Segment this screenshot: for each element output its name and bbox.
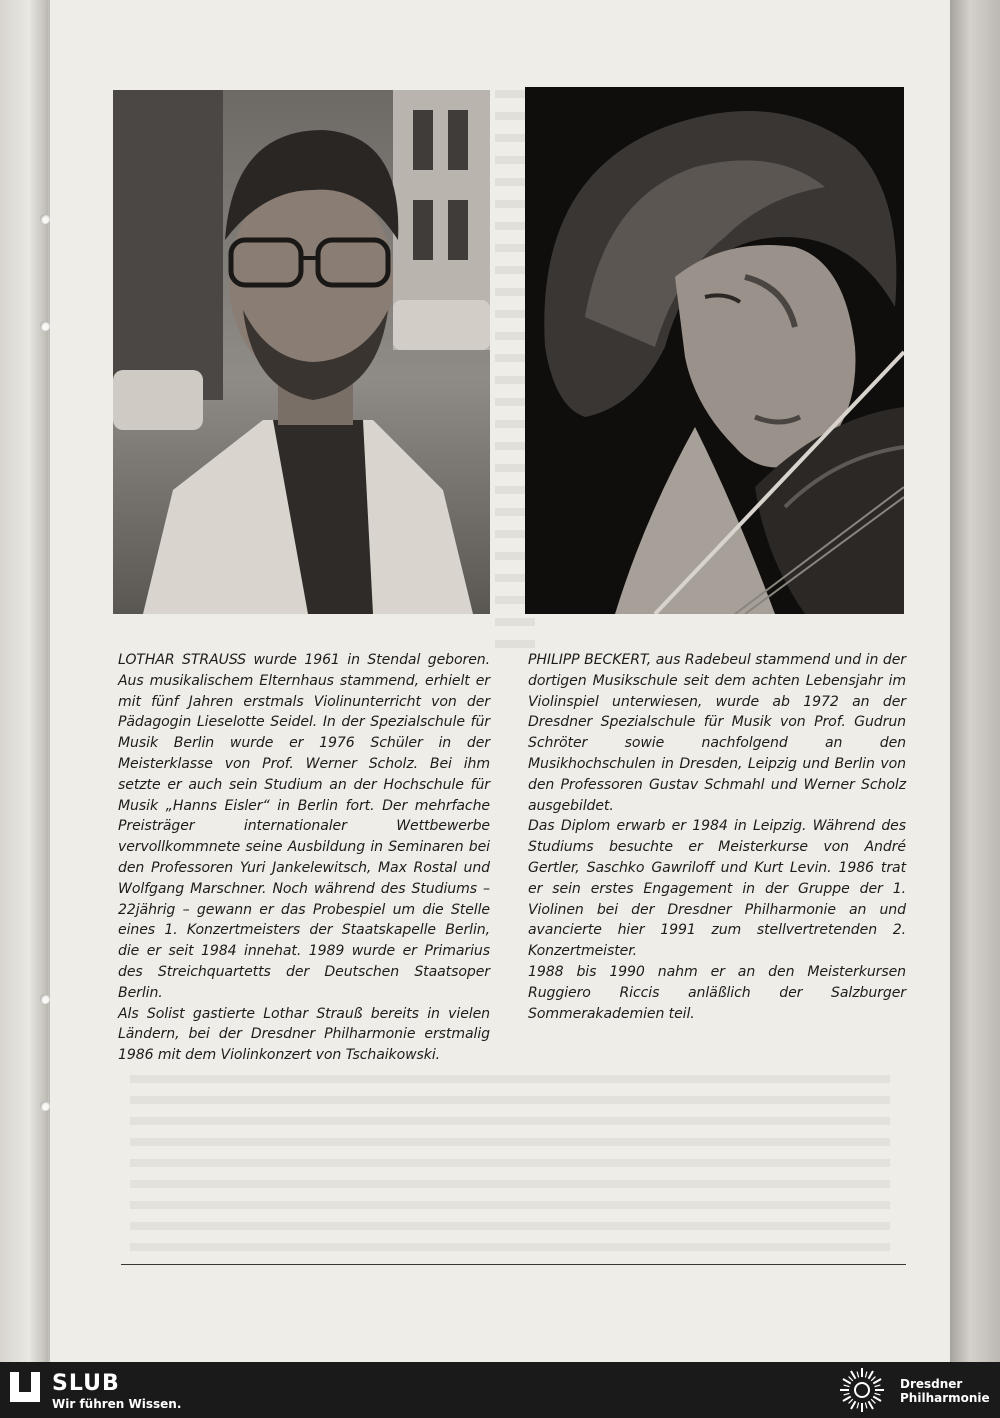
library-name[interactable]: SLUB bbox=[52, 1371, 120, 1396]
right-page-edge bbox=[950, 0, 1000, 1362]
bio-paragraph: PHILIPP BECKERT, aus Radebeul stammend und in der dortigen Musikschule seit dem achten Lebensjahr im Violinspiel unterwiesen, wurde ab 1972 an der Dresdner Spezialschule für Musik von Prof. Gudrun Schröter sowie nachfolgend an den Musikhochschulen in Dresden, Leipzig und Berlin von den Professoren Gustav Schmahl und Werner Scholz ausgebildet. bbox=[528, 652, 906, 814]
binding-hole bbox=[40, 1101, 50, 1111]
horizontal-rule bbox=[121, 1264, 906, 1265]
orchestra-name-line1: Dresdner bbox=[900, 1377, 963, 1391]
orchestra-name-line2: Philharmonie bbox=[900, 1391, 990, 1405]
portrait-photo-philipp-beckert bbox=[525, 87, 904, 614]
binding-hole bbox=[40, 994, 50, 1004]
bio-paragraph: LOTHAR STRAUSS wurde 1961 in Stendal geboren. Aus musikalischem Elternhaus stammend, erhielt er mit fünf Jahren erstmals Violinunterricht von der Pädagogin Lieselotte Seidel. In der Spezialschule für Musik Berlin wurde er 1976 Schüler in der Meisterklasse von Prof. Werner Scholz. Bei ihm setzte er auch sein Studium an der Hochschule für Musik „Hanns Eisler“ in Berlin fort. Der mehrfache Preisträger internationaler Wettbewerbe vervollkommnete seine Ausbildung in Seminaren bei den Professoren Yuri Jankelewitsch, Max Rostal und Wolfgang Marschner. Noch während des Studiums – 22jährig – gewann er das Probespiel um die Stelle eines 1. Konzertmeisters der Staatskapelle Berlin, die er seit 1984 innehat. 1989 wurde er Primarius des Streichquartetts der Deutschen Staatsoper Berlin. bbox=[118, 652, 490, 1001]
library-tagline: Wir führen Wissen. bbox=[52, 1397, 182, 1411]
binding-hole bbox=[40, 321, 50, 331]
bleed-through-texture bbox=[130, 1075, 890, 1255]
left-page-edge bbox=[0, 0, 48, 1362]
orchestra-name[interactable] bbox=[900, 1377, 996, 1405]
orchestra-logo-icon[interactable] bbox=[838, 1366, 886, 1414]
footer-bar bbox=[0, 1362, 1000, 1418]
biography-philipp-beckert bbox=[528, 650, 906, 1024]
bio-paragraph: 1988 bis 1990 nahm er an den Meisterkursen Ruggiero Riccis anläßlich der Salzburger Sommerakademien teil. bbox=[528, 963, 906, 1022]
bio-paragraph: Das Diplom erwarb er 1984 in Leipzig. Während des Studiums besuchte er Meisterkurse von André Gertler, Saschko Gawriloff und Kurt Levin. 1986 trat er sein erstes Engagement in der Gruppe der 1. Violinen bei der Dresdner Philharmonie an und avancierte hier 1991 zum stellvertretenden 2. Konzertmeister. bbox=[528, 818, 906, 960]
portrait-photo-lothar-strauss bbox=[113, 90, 490, 614]
binding-hole bbox=[40, 214, 50, 224]
slub-logo-icon[interactable] bbox=[10, 1372, 40, 1402]
bio-paragraph: Als Solist gastierte Lothar Strauß bereits in vielen Ländern, bei der Dresdner Philharmonie erstmalig 1986 mit dem Violinkonzert von Tschaikowski. bbox=[118, 1005, 490, 1064]
biography-lothar-strauss bbox=[118, 650, 490, 1066]
